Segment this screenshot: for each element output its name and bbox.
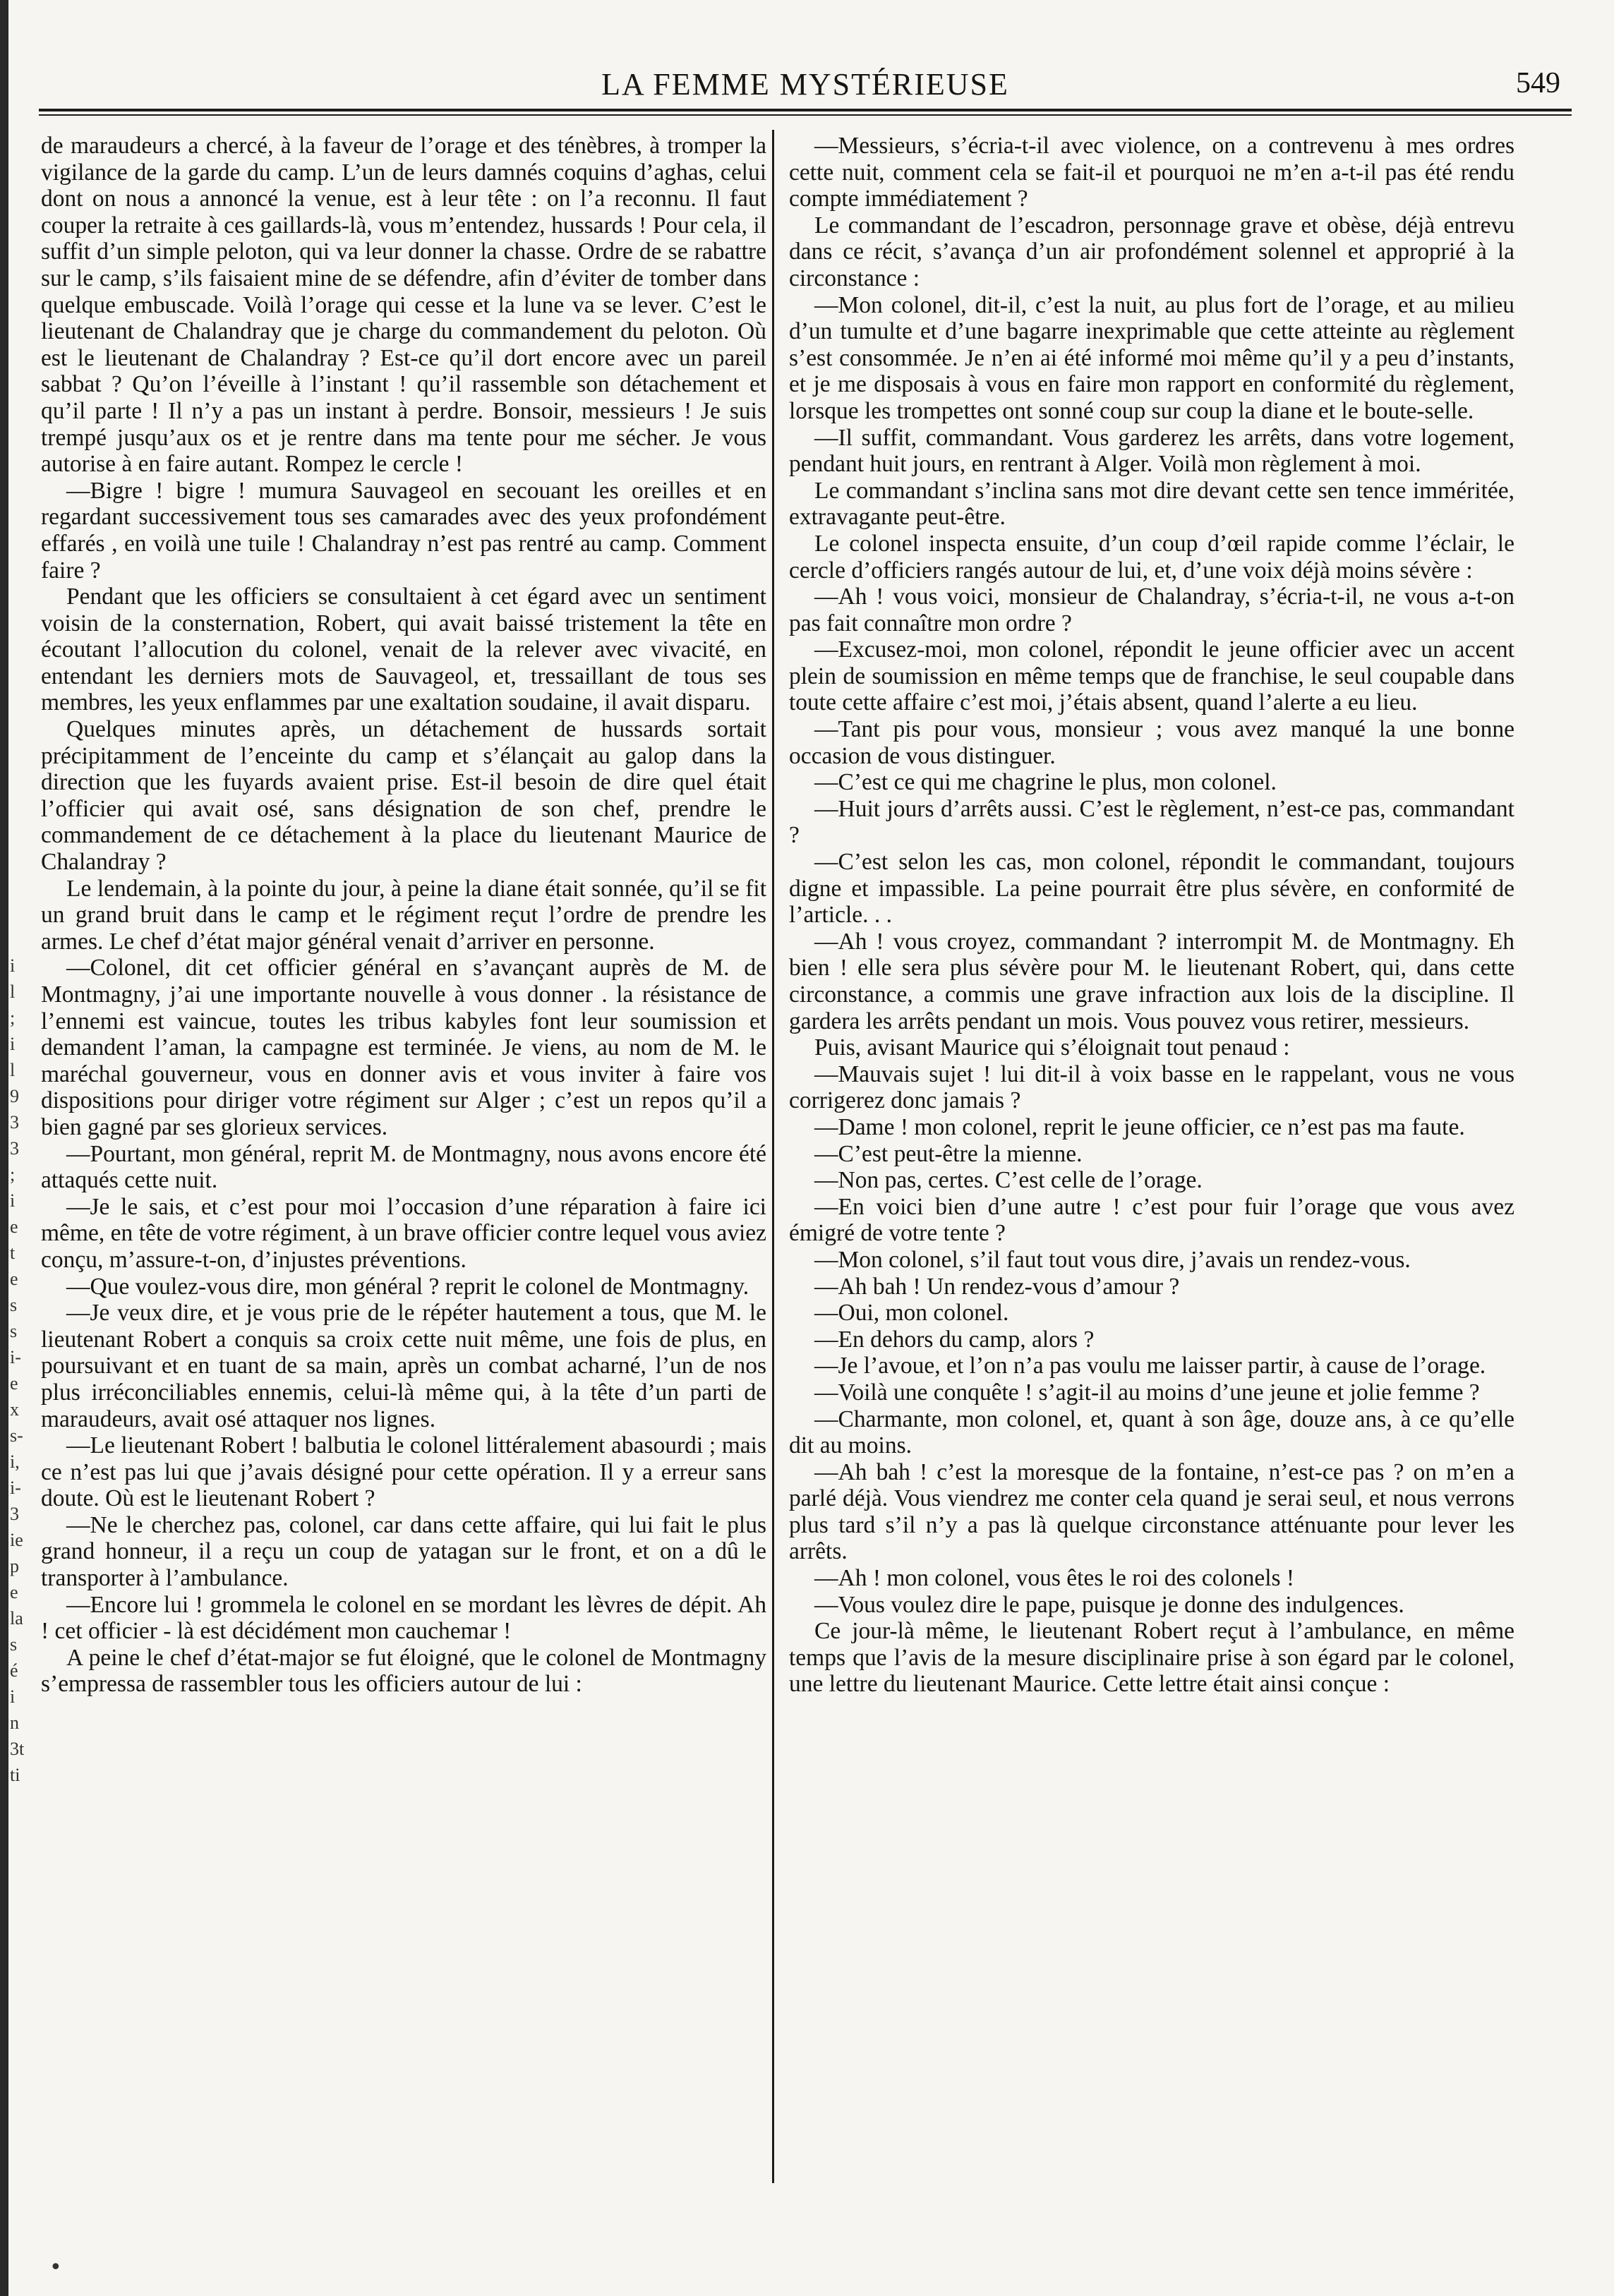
paragraph: —Ah bah ! Un rendez-vous d’amour ? bbox=[814, 1273, 1180, 1300]
margin-fragment: é bbox=[10, 1660, 18, 1681]
paragraph: —Que voulez-vous dire, mon général ? reprit le colonel de Montmagny. bbox=[66, 1273, 749, 1300]
paragraph: —Messieurs, s’écria-t-il avec violence, on a contrevenu à mes ordres cette nuit, comment cela se fait-il et pourquoi ne m’en a-t-il pas été rendu compte immédiatement ? bbox=[789, 133, 1514, 212]
margin-fragment: e bbox=[10, 1373, 18, 1394]
paragraph: Le colonel inspecta ensuite, d’un coup d’œil rapide comme l’éclair, le cercle d’officiers rangés autour de lui, et, d’une voix déjà moins sévère : bbox=[789, 530, 1514, 584]
paragraph: —Le lieutenant Robert ! balbutia le colonel littéralement abasourdi ; mais ce n’est pas lui que j’avais désigné pour cette opération. Il y a erreur sans doute. Où est le lieutenant Robert ? bbox=[41, 1432, 766, 1512]
margin-fragment: ie bbox=[10, 1530, 23, 1550]
margin-fragment: i bbox=[10, 955, 16, 976]
margin-fragment: e bbox=[10, 1269, 18, 1289]
margin-fragment: 3 bbox=[10, 1112, 19, 1132]
page-number: 549 bbox=[1516, 67, 1560, 99]
margin-fragment: t bbox=[10, 1243, 16, 1263]
paragraph: —Tant pis pour vous, monsieur ; vous avez manqué la une bonne occasion de vous distinguer. bbox=[789, 716, 1514, 769]
paragraph: —Ah ! vous voici, monsieur de Chalandray, s’écria-t-il, ne vous a-t-on pas fait connaître mon ordre ? bbox=[789, 584, 1514, 636]
paragraph: —Pourtant, mon général, reprit M. de Montmagny, nous avons encore été attaqués cette nuit. bbox=[41, 1140, 766, 1194]
paragraph: Le commandant de l’escadron, personnage grave et obèse, déjà entrevu dans ce récit, s’avança d’un air profondément solennel et approprié à la circonstance : bbox=[789, 212, 1514, 291]
paragraph: —Je le sais, et c’est pour moi l’occasion d’une réparation à faire ici même, en tête de votre régiment, à un brave officier contre lequel vous aviez conçu, m’assure-t-on, d’injustes préventions. bbox=[41, 1193, 766, 1273]
margin-fragment: 3 bbox=[10, 1504, 19, 1524]
paragraph: —Huit jours d’arrêts aussi. C’est le règlement, n’est-ce pas, commandant ? bbox=[789, 795, 1514, 849]
margin-fragment: l bbox=[10, 1060, 16, 1080]
footer-mark: • bbox=[49, 2255, 62, 2280]
paragraph: —C’est selon les cas, mon colonel, répondit le commandant, toujours digne et impassible. La peine pourrait être plus sévère, en conformité de l’article. . . bbox=[789, 849, 1514, 929]
margin-fragment: ti bbox=[10, 1765, 20, 1785]
margin-fragment: s- bbox=[10, 1425, 23, 1446]
margin-fragment: i- bbox=[10, 1347, 21, 1367]
paragraph: —Je l’avoue, et l’on n’a pas voulu me laisser partir, à cause de l’orage. bbox=[814, 1353, 1486, 1379]
margin-fragment: s bbox=[10, 1321, 18, 1341]
margin-fragment: la bbox=[10, 1608, 23, 1629]
paragraph: —Charmante, mon colonel, et, quant à son âge, douze ans, à ce qu’elle dit au moins. bbox=[789, 1406, 1514, 1459]
paragraph: —Mauvais sujet ! lui dit-il à voix basse en le rappelant, vous ne vous corrigerez donc jamais ? bbox=[789, 1061, 1514, 1114]
paragraph: —Mon colonel, dit-il, c’est la nuit, au plus fort de l’orage, et au milieu d’un tumulte et d’une bagarre inexprimable que cette atteinte au règlement s’est consommée. Je n’en ai été informé moi même qu’il y a peu d’instants, et je me disposais à vous en faire mon rapport en conformité du règlement, lorsque les trompettes ont sonné coup sur coup la diane et le boute-selle. bbox=[789, 291, 1514, 424]
paragraph: —Vous voulez dire le pape, puisque je donne des indulgences. bbox=[814, 1591, 1404, 1618]
paragraph: Le lendemain, à la pointe du jour, à peine la diane était sonnée, qu’il se fit un grand bruit dans le camp et le régiment reçut l’ordre de prendre les armes. Le chef d’état major général venait d’arriver en personne. bbox=[41, 875, 766, 955]
paragraph: —Encore lui ! grommela le colonel en se mordant les lèvres de dépit. Ah ! cet officier - là est décidément mon cauchemar ! bbox=[41, 1591, 766, 1645]
paragraph: —Dame ! mon colonel, reprit le jeune officier, ce n’est pas ma faute. bbox=[814, 1113, 1465, 1140]
paragraph: —Colonel, dit cet officier général en s’avançant auprès de M. de Montmagny, j’ai une importante nouvelle à vous donner . la résistance de l’ennemi est vaincue, toutes les tribus kabyles font leur soumission et demandent l’aman, la campagne est terminée. Je viens, au nom de M. le maréchal gouverneur, vous en donner avis et vous inviter à faire vos dispositions pour diriger votre régiment sur Alger ; c’est un repos qu’il a bien gagné par ses glorieux services. bbox=[41, 955, 766, 1140]
margin-fragment: i bbox=[10, 1686, 16, 1707]
margin-fragment: x bbox=[10, 1399, 19, 1420]
margin-fragment: 3t bbox=[10, 1739, 25, 1759]
paragraph: Quelques minutes après, un détachement de hussards sortait précipitamment de l’enceinte du camp et s’élançait au galop dans la direction que les fuyards avaient prise. Est-il besoin de dire quel était l’officier qui avait osé, sans désignation de son chef, prendre le commandement de ce détachement à la place du lieutenant Maurice de Chalandray ? bbox=[41, 716, 766, 876]
paragraph: —Mon colonel, s’il faut tout vous dire, j’avais un rendez-vous. bbox=[814, 1246, 1411, 1273]
paragraph: —Bigre ! bigre ! mumura Sauvageol en secouant les oreilles et en regardant successivement tous ses camarades avec des yeux profondément effarés , en voilà une tuile ! Chalandray n’est pas rentré au camp. Comment faire ? bbox=[41, 477, 766, 584]
page-header bbox=[39, 59, 1572, 103]
paragraph: —C’est ce qui me chagrine le plus, mon colonel. bbox=[814, 769, 1277, 796]
paragraph: Le commandant s’inclina sans mot dire devant cette sen tence imméritée, extravagante peut-être. bbox=[789, 477, 1514, 531]
header-rule bbox=[39, 109, 1572, 111]
margin-fragment: i bbox=[10, 1034, 16, 1054]
paragraph: —Excusez-moi, mon colonel, répondit le jeune officier avec un accent plein de soumission en même temps que de franchise, le seul coupable dans toute cette affaire c’est moi, j’étais absent, quand l’alerte a eu lieu. bbox=[789, 636, 1514, 716]
margin-fragment: e bbox=[10, 1216, 18, 1237]
margin-fragment: s bbox=[10, 1295, 18, 1315]
right-column bbox=[789, 133, 1514, 2256]
margin-fragment: 9 bbox=[10, 1086, 19, 1106]
paragraph: —Voilà une conquête ! s’agit-il au moins d’une jeune et jolie femme ? bbox=[814, 1379, 1480, 1406]
margin-fragment: l bbox=[10, 981, 16, 1002]
margin-fragment: s bbox=[10, 1634, 18, 1655]
paragraph: —Ne le cherchez pas, colonel, car dans cette affaire, qui lui fait le plus grand honneur, il a reçu un coup de yatagan sur le front, et on a dû le transporter à l’ambulance. bbox=[41, 1511, 766, 1592]
paragraph: —Oui, mon colonel. bbox=[814, 1300, 1009, 1327]
column-divider bbox=[772, 130, 774, 2183]
margin-fragment: i- bbox=[10, 1478, 21, 1498]
paragraph: —En dehors du camp, alors ? bbox=[814, 1326, 1095, 1353]
paragraph: A peine le chef d’état-major se fut éloigné, que le colonel de Montmagny s’empressa de rassembler tous les officiers autour de lui : bbox=[41, 1644, 766, 1698]
page-binding-edge bbox=[0, 0, 8, 2296]
paragraph: de maraudeurs a chercé, à la faveur de l’orage et des ténèbres, à tromper la vigilance de la garde du camp. L’un de leurs damnés coquins d’aghas, celui dont on nous a annoncé la venue, est à leur tête : on l’a reconnu. Il faut couper la retraite à ces gaillards-là, vous m’entendez, hussards ! Pour cela, il suffit d’un simple peloton, qui va leur donner la chasse. Ordre de se rabattre sur le camp, s’ils faisaient mine de se défendre, afin d’éviter de tomber dans quelque embuscade. Voilà l’orage qui cesse et la lune va se lever. C’est le lieutenant de Chalandray que je charge du commandement du peloton. Où est le lieutenant de Chalandray ? Est-ce qu’il dort encore avec un pareil sabbat ? Qu’on l’éveille à l’instant ! qu’il rassemble son détachement et qu’il parte ! Il n’y a pas un instant à perdre. Bonsoir, messieurs ! Je suis trempé jusqu’aux os et je rentre dans ma tente pour me sécher. Je vous autorise à en faire autant. Rompez le cercle ! bbox=[41, 133, 766, 478]
left-column bbox=[41, 133, 766, 2256]
paragraph: —Ah ! vous croyez, commandant ? interrompit M. de Montmagny. Eh bien ! elle sera plus sévère pour M. le lieutenant Robert, qui, dans cette circonstance, a commis une grave infraction aux lois de la discipline. Il gardera les arrêts pendant un mois. Vous pouvez vous retirer, messieurs. bbox=[789, 928, 1514, 1034]
margin-fragment: ; bbox=[10, 1008, 16, 1028]
margin-fragment: n bbox=[10, 1712, 19, 1733]
paragraph: Ce jour-là même, le lieutenant Robert reçut à l’ambulance, en même temps que l’avis de la mesure disciplinaire prise à son égard par le colonel, une lettre du lieutenant Maurice. Cette lettre était ainsi conçue : bbox=[789, 1618, 1514, 1698]
running-title: LA FEMME MYSTÉRIEUSE bbox=[601, 67, 1009, 102]
margin-fragment: e bbox=[10, 1582, 18, 1602]
margin-text-fragments bbox=[10, 953, 35, 1788]
paragraph: —Ah bah ! c’est la moresque de la fontaine, n’est-ce pas ? on m’en a parlé déjà. Vous viendrez me conter cela quand je serai seul, et nous verrons plus tard s’il n’y a pas là quelque circonstance atténuante pour lever les arrêts. bbox=[789, 1458, 1514, 1565]
margin-fragment: 3 bbox=[10, 1138, 19, 1159]
paragraph: —Non pas, certes. C’est celle de l’orage. bbox=[814, 1167, 1203, 1194]
paragraph: Puis, avisant Maurice qui s’éloignait tout penaud : bbox=[814, 1034, 1290, 1061]
paragraph: —Je veux dire, et je vous prie de le répéter hautement a tous, que M. le lieutenant Robert a conquis sa croix cette nuit même, une fois de plus, en poursuivant et en tuant de sa main, après un combat acharné, l’un de nos plus irréconciliables ennemis, celui-là même qui, à la tête d’un parti de maraudeurs, avait osé attaquer nos lignes. bbox=[41, 1300, 766, 1432]
header-rule-thin bbox=[39, 114, 1572, 116]
paragraph: —C’est peut-être la mienne. bbox=[814, 1140, 1083, 1167]
paragraph: —Ah ! mon colonel, vous êtes le roi des colonels ! bbox=[814, 1565, 1295, 1592]
margin-fragment: ; bbox=[10, 1164, 16, 1185]
margin-fragment: i bbox=[10, 1190, 16, 1211]
paragraph: —Il suffit, commandant. Vous garderez les arrêts, dans votre logement, pendant huit jours, en rentrant à Alger. Voilà mon règlement à moi. bbox=[789, 424, 1514, 478]
margin-fragment: p bbox=[10, 1556, 19, 1576]
paragraph: —En voici bien d’une autre ! c’est pour fuir l’orage que vous avez émigré de votre tente ? bbox=[789, 1193, 1514, 1247]
margin-fragment: i, bbox=[10, 1451, 20, 1472]
paragraph: Pendant que les officiers se consultaient à cet égard avec un sentiment voisin de la consternation, Robert, qui avait baissé tristement la tête en écoutant l’allocution du colonel, venait de la relever avec vivacité, en entendant les derniers mots de Sauvageol, et, tressaillant de tous ses membres, les yeux enflammes par une exaltation soudaine, il avait disparu. bbox=[41, 584, 766, 716]
